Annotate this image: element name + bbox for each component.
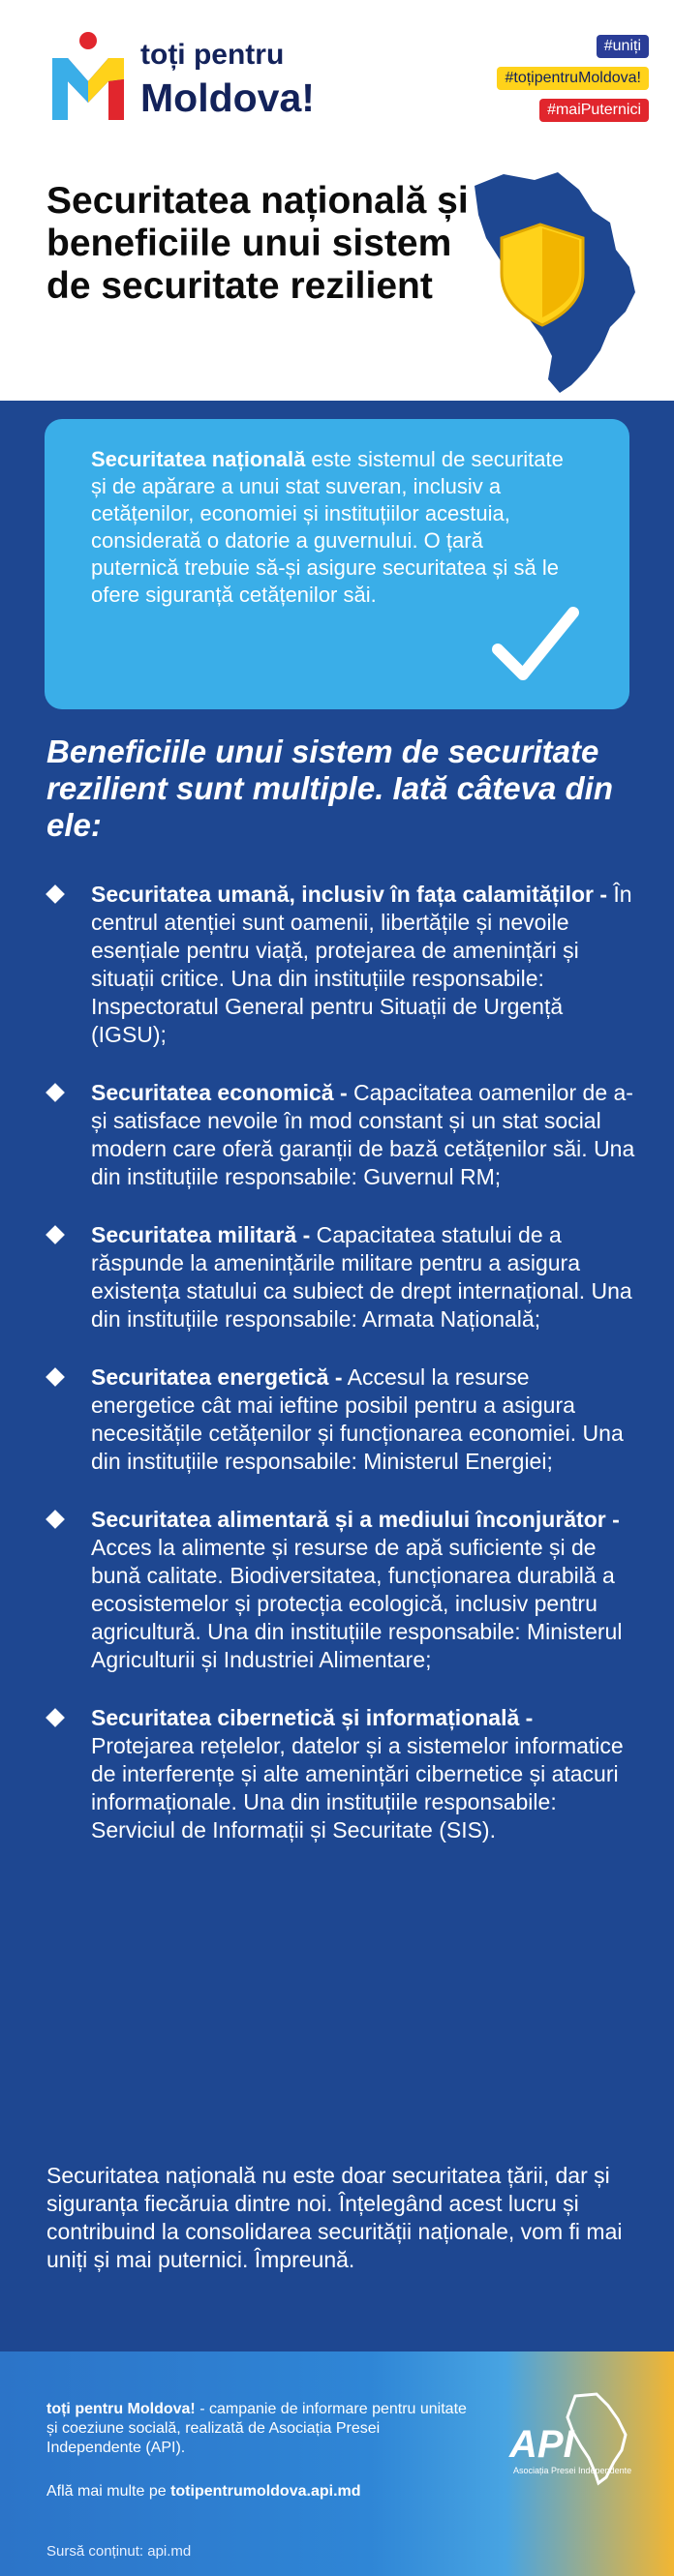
- benefits-list: [46, 881, 637, 1874]
- logo-text-line1: toți pentru: [140, 39, 285, 71]
- hashtag-totipentrumoldova: #toțipentruMoldova!: [497, 67, 649, 90]
- item-text: Capacitatea statului de a răspunde la amenințările militare pentru a asigura existența statului ca subiect de drept internațional. Una din instituțiile responsabile: Armata Națională;: [91, 1222, 632, 1332]
- source-credit: Sursă conținut: api.md: [46, 2543, 192, 2560]
- campaign-name: toți pentru Moldova!: [46, 2401, 196, 2417]
- list-item-cyber-security: [46, 1704, 637, 1844]
- intro-box: [45, 419, 629, 709]
- item-text: Acces la alimente și resurse de apă suficiente și de bună calitate. Biodiversitatea, funcționarea durabilă a ecosistemelor și protecția ecologică, inclusiv pentru agricultură. Una din instituțiile responsabile: Ministerul Agriculturii și Industriei Alimentare;: [91, 1535, 623, 1672]
- api-logo-text: API: [509, 2423, 574, 2466]
- diamond-bullet-icon: [46, 1708, 65, 1727]
- logo-text-line2: Moldova!: [140, 75, 315, 120]
- intro-body: este sistemul de securitate și de apărare a unui stat suveran, inclusiv a cetățenilor, economiei și instituțiilor acestuia, considerată o datorie a guvernului. O țară puternică trebuie să-și asigure securitatea și să le ofere siguranță cetățenilor săi.: [91, 447, 564, 607]
- item-text: Protejarea rețelelor, datelor și a sistemelor informatice de interferențe și alte amenințări cibernetice și atacuri informaționale. Una din instituțiile responsabile: Serviciul de Informații și Securitate (SIS).: [91, 1733, 624, 1842]
- campaign-description: [46, 2400, 473, 2458]
- list-item-military-security: [46, 1221, 637, 1333]
- website-link[interactable]: totipentrumoldova.api.md: [170, 2483, 361, 2500]
- item-title: Securitatea cibernetică și informațională -: [91, 1705, 534, 1730]
- benefits-heading: Beneficiile unui sistem de securitate rezilient sunt multiple. Iată câteva din ele:: [46, 734, 613, 843]
- hashtag-maiputernici: #maiPuternici: [539, 99, 649, 122]
- checkmark-icon: [490, 599, 579, 688]
- diamond-bullet-icon: [46, 884, 65, 904]
- header: [0, 0, 674, 401]
- item-title: Securitatea umană, inclusiv în fața calamităților -: [91, 882, 608, 907]
- item-title: Securitatea militară -: [91, 1222, 311, 1247]
- closing-paragraph: Securitatea națională nu este doar securitatea țării, dar și siguranța fiecăruia dintre noi. Înțelegând acest lucru și contribuind la consolidarea securității naționale, vom fi mai uniți și mai puternici. Împreună.: [46, 2163, 623, 2272]
- list-item-human-security: [46, 881, 637, 1049]
- item-title: Securitatea economică -: [91, 1080, 348, 1105]
- more-info: [46, 2483, 361, 2501]
- intro-text: [91, 446, 566, 609]
- campaign-text: - campanie de informare pentru unitate și coeziune socială, realizată de Asociația Presei Independente (API).: [46, 2401, 467, 2456]
- item-title: Securitatea energetică -: [91, 1364, 343, 1390]
- item-text: Accesul la resurse energetice cât mai ieftine posibil pentru a asigura necesitățile cetățenilor și funcționarea economiei. Una din instituțiile responsabile: Ministerul Energiei;: [91, 1364, 624, 1474]
- diamond-bullet-icon: [46, 1510, 65, 1529]
- diamond-bullet-icon: [46, 1367, 65, 1387]
- item-text: În centrul atenției sunt oamenii, libertățile și nevoile esențiale pentru viață, protejarea de amenințări și situații critice. Una din instituțiile responsabile: Inspectoratul General pentru Situații de Urgență (IGSU);: [91, 882, 632, 1047]
- footer: [0, 2351, 674, 2576]
- hashtag-list: [497, 35, 649, 122]
- intro-bold: Securitatea națională: [91, 447, 306, 471]
- list-item-economic-security: [46, 1079, 637, 1191]
- diamond-bullet-icon: [46, 1225, 65, 1244]
- moldova-map-shield-icon: [465, 166, 645, 397]
- api-caption: Asociația Presei Independente: [513, 2466, 632, 2475]
- item-title: Securitatea alimentară și a mediului înconjurător -: [91, 1507, 620, 1532]
- hashtag-uniti: #uniți: [597, 35, 649, 58]
- item-text: Capacitatea oamenilor de a-și satisface nevoile în mod constant și un stat social modern care oferă garanții de bază cetățenilor săi. Una din instituțiile responsabile: Guvernul RM;: [91, 1080, 635, 1189]
- list-item-energy-security: [46, 1363, 637, 1476]
- campaign-logo-icon: [45, 31, 132, 128]
- list-item-food-environment-security: [46, 1506, 637, 1674]
- main-content: [0, 401, 674, 2351]
- diamond-bullet-icon: [46, 1083, 65, 1102]
- more-prefix: Află mai multe pe: [46, 2483, 171, 2500]
- page-title: Securitatea națională și beneficiile unui sistem de securitate rezilient: [46, 180, 469, 307]
